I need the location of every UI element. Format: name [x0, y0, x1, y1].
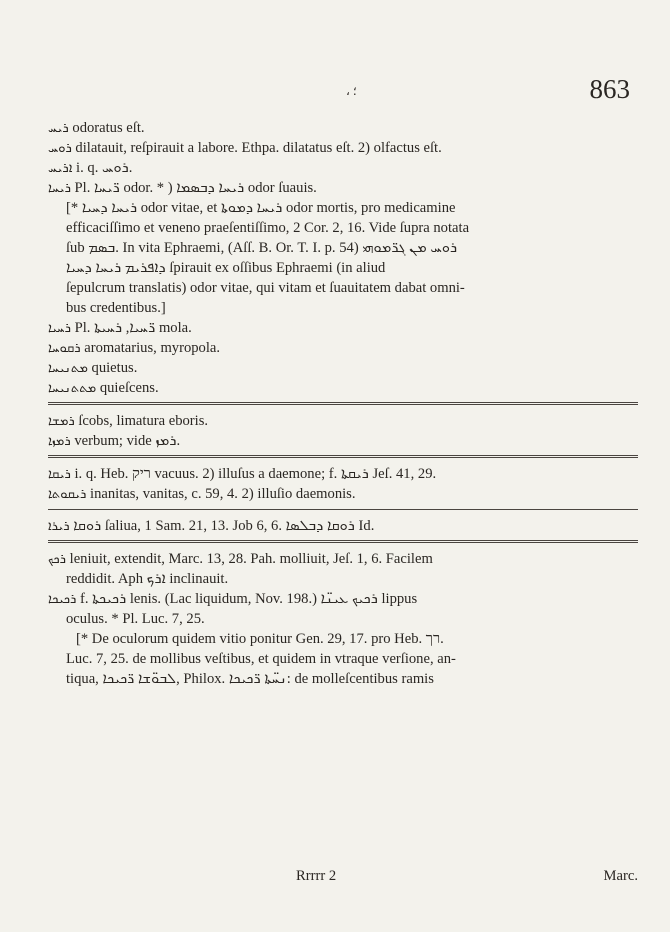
entry-line: ܡܬܢܝܚܐ quietus.: [48, 360, 138, 376]
entry-line: ܪܝܪܐ ܪܘܩܐ ſaliua, 1 Sam. 21, 13. Job 6, 6. ܪܘܩܐ ܕܒܠܣܐ Id.: [48, 518, 375, 534]
signature-mark: ، ؛: [346, 84, 357, 98]
entry-line: ܡܬܬܢܝܚܐ quieſcens.: [48, 380, 159, 396]
section-divider: [48, 402, 638, 403]
entry-line: ܪܝܩܘܬܐ inanitas, vanitas, c. 59, 4. 2) illuſio daemonis.: [48, 486, 356, 502]
entry-line: ܪܘܚ dilatauit, reſpirauit a labore. Ethpa. dilatatus eſt. 2) olfactus eſt.: [48, 140, 442, 156]
entry-line: bus credentibus.]: [66, 300, 166, 316]
entry-line: ſepulcrum translatis) odor vitae, qui vitam et ſuauitatem dabat omni-: [66, 280, 465, 296]
dictionary-body: [48, 118, 638, 689]
entry-line: efficaciſſimo et veneno praeſentiſſimo, 2 Cor. 2, 16. Vide ſupra notata: [66, 220, 470, 236]
section-divider: [48, 509, 638, 510]
page-header: [0, 74, 670, 114]
entry-line: ܪܡܫܐ ſcobs, limatura eboris.: [48, 413, 209, 429]
entry-line: ܪܟܝܟܐ f. ܪܟܝܟܬܐ lenis. (Lac liquidum, Nov. 198.) ܪܟܝܟ ܥܝܢ̈ܐ lippus: [48, 591, 418, 607]
entry-line: oculus. * Pl. Luc. 7, 25.: [66, 611, 205, 627]
entry-line: ܐܪܝܚ i. q. ܪܘܚ.: [48, 160, 133, 176]
entry-line: [* De oculorum quidem vitio ponitur Gen. 29, 17. pro Heb. רך.: [76, 631, 444, 647]
entry-line: ſub ܒܣܡ. In vita Ephraemi, (Aſſ. B. Or. T. I. p. 54) ܪܘܚ ܡܢ ܓܪ̈ܡܘܗܝ: [66, 240, 458, 256]
entry-line: ܕܐܦܪܝܡ ܪܝܚܐ ܕܚܝܐ ſpirauit ex oſſibus Ephraemi (in aliud: [66, 260, 386, 276]
entry-line: reddidit. Aph ܐܪܟ inclinauit.: [66, 571, 229, 587]
entry-line: tiqua, ܠܒܘ̈ܫܐ ܪ̈ܟܝܟܐ, Philox. ܢܚ̈ܬܐ ܪ̈ܟܝܟܐ: de molleſcentibus ramis: [66, 671, 434, 687]
section-divider: [48, 455, 638, 456]
entry-line: ܪܝܚ odoratus eſt.: [48, 120, 145, 136]
entry-line: ܪܝܚܐ Pl. ܪ̈ܝܚܐ odor. * ) ܪܝܚܐ ܕܒܣܡܐ odor ſuauis.: [48, 180, 317, 196]
entry-line: ܪܡܙܐ verbum; vide ܪܡܙ.: [48, 433, 181, 449]
entry-line: Luc. 7, 25. de mollibus veſtibus, et quidem in vtraque verſione, an-: [66, 651, 456, 667]
entry-line: ܪܟܟ leniuit, extendit, Marc. 13, 28. Pah. molliuit, Jeſ. 1, 6. Facilem: [48, 551, 433, 567]
entry-line: ܪܝܩܐ i. q. Heb. ריק vacuus. 2) illuſus a daemone; f. ܪܝܩܬܐ Jeſ. 41, 29.: [48, 466, 437, 482]
signature-mark-footer: Rrrrr 2: [296, 868, 337, 884]
entry-line: [* ܪܝܚܐ ܕܚܝܐ odor vitae, et ܪܝܚܐ ܕܡܘܬܐ odor mortis, pro medicamine: [66, 200, 456, 216]
page-footer: [48, 868, 638, 890]
entry-line: ܪܩܘܚܐ aromatarius, myropola.: [48, 340, 221, 356]
catchword: Marc.: [603, 868, 638, 884]
section-divider: [48, 540, 638, 541]
entry-line: ܪܚܝܐ Pl. ܪ̈ܚܝܐ, ܪܚܝܬܐ mola.: [48, 320, 192, 336]
page-number: 863: [589, 74, 630, 104]
